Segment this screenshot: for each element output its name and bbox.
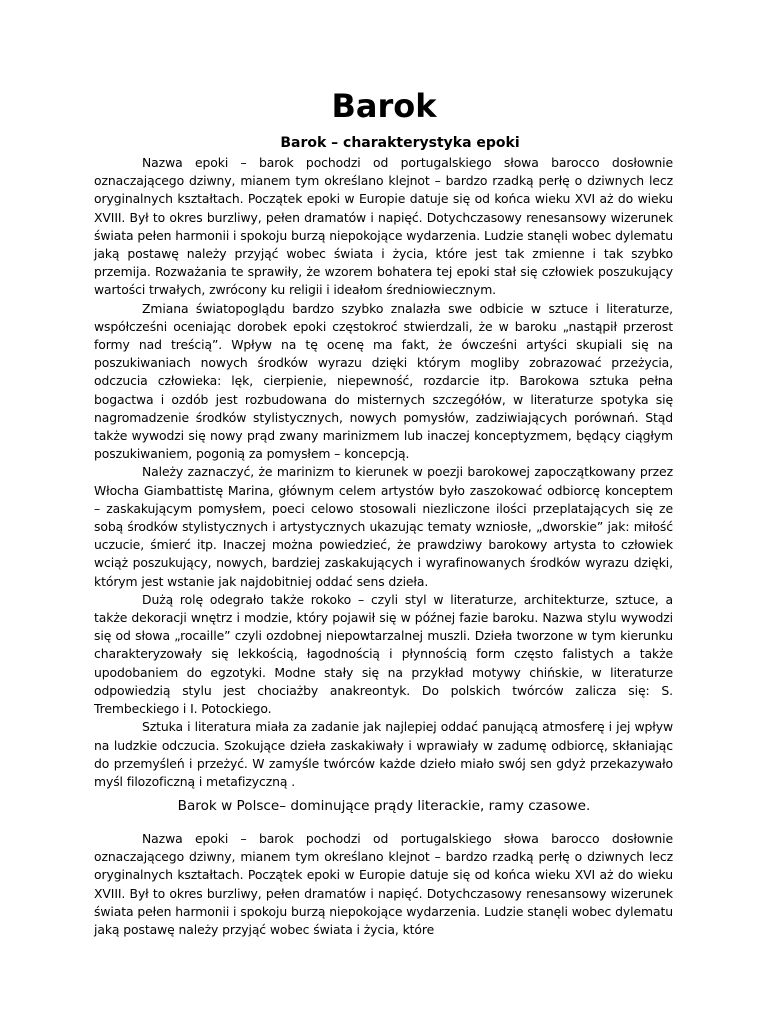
document-subtitle: Barok – charakterystyka epoki <box>280 135 520 151</box>
paragraph: Należy zaznaczyć, że marinizm to kierunek w poezji barokowej zapoczątkowany przez Włocha Giambattistę Marina, głównym celem artystów było zaszokować odbiorcę konceptem – zaskakującym pomysłem, poeci celowo stosowali niezliczone ilości przeplatających się ze sobą środków stylistycznych i artystycznych ukazując tematy wzniosłe, „dworskie” jak: miłość uczucie, śmierć itp. Inaczej można powiedzieć, że prawdziwy barokowy artysta to człowiek wciąż poszukujący, nowych, bardziej zaskakujących i wyrafinowanych środków wyrazu dzięki, którym jest wstanie jak najdobitniej oddać sens dzieła. <box>94 464 673 589</box>
paragraph: Nazwa epoki – barok pochodzi od portugalskiego słowa barocco dosłownie oznaczającego dziwny, mianem tym określano klejnot – bardzo rzadką perłę o dziwnych lecz oryginalnych kształtach. Początek epoki w Europie datuje się od końca wieku XVI aż do wieku XVIII. Był to okres burzliwy, pełen dramatów i napięć. Dotychczasowy renesansowy wizerunek świata pełen harmonii i spokoju burzą niepokojące wydarzenia. Ludzie stanęli wobec dylematu jaką postawę należy przyjąć wobec świata i życia, które jest tak zmienne i tak szybko przemija. Rozważania te sprawiły, że wzorem bohatera tej epoki stał się człowiek poszukujący wartości trwałych, zwrócony ku religii i ideałom średniowiecznym. <box>94 155 673 298</box>
section-poland <box>94 830 673 939</box>
section-characteristics <box>94 154 673 791</box>
document-title: Barok <box>331 87 437 125</box>
paragraph: Nazwa epoki – barok pochodzi od portugalskiego słowa barocco dosłownie oznaczającego dziwny, mianem tym określano klejnot – bardzo rzadką perłę o dziwnych lecz oryginalnych kształtach. Początek epoki w Europie datuje się od końca wieku XVI aż do wieku XVIII. Był to okres burzliwy, pełen dramatów i napięć. Dotychczasowy renesansowy wizerunek świata pełen harmonii i spokoju burzą niepokojące wydarzenia. Ludzie stanęli wobec dylematu jaką postawę należy przyjąć wobec świata i życia, które <box>94 831 673 938</box>
paragraph: Dużą rolę odegrało także rokoko – czyli styl w literaturze, architekturze, sztuce, a także dekoracji wnętrz i modzie, który pojawił się w późnej fazie baroku. Nazwa stylu wywodzi się od słowa „rocaille” czyli ozdobnej niepowtarzalnej muszli. Dzieła tworzone w tym kierunku charakteryzowały się lekkością, łagodnością i płynnością form często falistych a także upodobaniem do egzotyki. Modne stały się na przykład motywy chińskie, w literaturze odpowiedzią stylu jest chociażby anakreontyk. Do polskich twórców zalicza się: S. Trembeckiego i I. Potockiego. <box>94 591 673 717</box>
paragraph: Zmiana światopoglądu bardzo szybko znalazła swe odbicie w sztuce i literaturze, współcześni oceniając dorobek epoki częstokroć stwierdzali, że w baroku „nastąpił przerost formy nad treścią”. Wpływ na tę ocenę ma fakt, że ówcześni artyści skupiali się na poszukiwaniach nowych środków wyrazu dzięki którym mogliby zobrazować przeżycia, odczucia człowieka: lęk, cierpienie, niepewność, rozdarcie itp. Barokowa sztuka pełna bogactwa i ozdób jest rozbudowana do misternych szczegółów, w literaturze spotyka się nagromadzenie środków stylistycznych, nowych pomysłów, zadziwiających porównań. Stąd także wywodzi się nowy prąd zwany marinizmem lub inaczej konceptyzmem, będący ciągłym poszukiwaniem, pogonią za pomysłem – koncepcją. <box>94 300 673 462</box>
paragraph: Sztuka i literatura miała za zadanie jak najlepiej oddać panującą atmosferę i jej wpływ na ludzkie odczucia. Szokujące dzieła zaskakiwały i wprawiały w zadumę odbiorcę, skłaniając do przemyśleń i przeżyć. W zamyśle twórców każde dzieło miało swój sen gdyż przekazywało myśl filozoficzną i metafizyczną . <box>94 719 673 789</box>
section-heading-poland: Barok w Polsce– dominujące prądy literackie, ramy czasowe. <box>177 798 591 814</box>
